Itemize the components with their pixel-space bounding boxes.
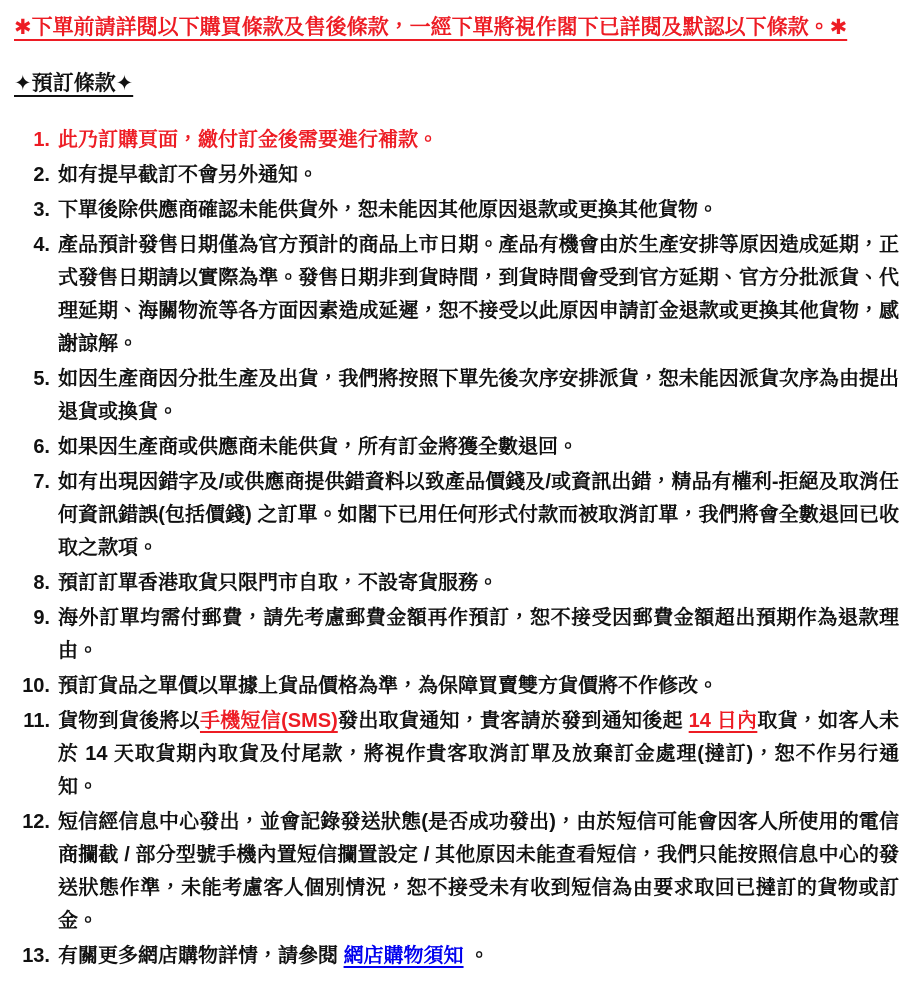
term-item <box>14 806 899 938</box>
term-number: 10. <box>22 674 50 697</box>
term-item <box>14 466 899 565</box>
term-text <box>58 466 899 565</box>
term-text <box>58 567 899 600</box>
term-text-segment: 如有提早截訂不會另外通知。 <box>58 163 318 186</box>
term-text-segment: 有關更多網店購物詳情，請參閱 <box>58 944 344 967</box>
term-item <box>14 431 899 464</box>
term-item <box>14 567 899 600</box>
term-text-segment: 產品預計發售日期僅為官方預計的商品上市日期。產品有機會由於生產安排等原因造成延期，正式發售日期請以實際為準。發售日期非到貨時間，到貨時間會受到官方延期、官方分批派貨、代理延期、海關物流等各方面因素造成延遲，恕不接受以此原因申請訂金退款或更換其他貨物，感謝諒解。 <box>58 233 899 355</box>
term-number: 9. <box>33 606 50 629</box>
term-text <box>58 806 899 938</box>
terms-list <box>14 124 899 973</box>
store-shopping-guide-link[interactable]: 網店購物須知 <box>343 944 464 967</box>
term-item <box>14 705 899 804</box>
term-highlight-text: 手機短信(SMS) <box>199 709 338 732</box>
term-item <box>14 194 899 227</box>
term-text-segment: 如有出現因錯字及/或供應商提供錯資料以致產品價錢及/或資訊出錯，精品有權利-拒絕及取消任何資訊錯誤(包括價錢) 之訂單。如閣下已用任何形式付款而被取消訂單，我們將會全數退回已收取之款項。 <box>58 470 899 559</box>
term-text <box>58 602 899 668</box>
term-number: 2. <box>33 163 50 186</box>
term-text-segment: 預訂訂單香港取貨只限門市自取，不設寄貨服務。 <box>58 571 498 594</box>
term-text-segment: 貨物到貨後將以 <box>58 709 200 732</box>
term-number: 4. <box>33 233 50 256</box>
term-text <box>58 159 899 192</box>
term-text-segment: 此乃訂購頁面，繳付訂金後需要進行補款。 <box>58 128 438 151</box>
term-text <box>58 670 899 703</box>
term-item <box>14 363 899 429</box>
pre-order-warning-text: ✱下單前請詳閱以下購買條款及售後條款，一經下單將視作閣下已詳閱及默認以下條款。✱ <box>14 16 848 39</box>
term-text <box>58 124 899 157</box>
term-text <box>58 705 899 804</box>
term-number: 1. <box>33 128 50 151</box>
term-item <box>14 159 899 192</box>
term-text <box>58 431 899 464</box>
term-item <box>14 940 899 973</box>
term-text-segment: 如因生產商因分批生產及出貨，我們將按照下單先後次序安排派貨，恕未能因派貨次序為由提出退貨或換貨。 <box>58 367 899 423</box>
term-text-segment: 短信經信息中心發出，並會記錄發送狀態(是否成功發出)，由於短信可能會因客人所使用的電信商攔截 / 部分型號手機內置短信攔置設定 / 其他原因未能查看短信，我們只能按照信息中心的發送狀態作準，未能考慮客人個別情況，恕不接受未有收到短信為由要求取回已撻訂的貨物或訂金。 <box>58 810 899 932</box>
section-title <box>14 69 133 98</box>
term-item <box>14 602 899 668</box>
term-number: 3. <box>33 198 50 221</box>
term-text-segment: 如果因生產商或供應商未能供貨，所有訂金將獲全數退回。 <box>58 435 578 458</box>
term-number: 11. <box>23 709 50 732</box>
term-text-segment: 預訂貨品之單價以單據上貨品價格為準，為保障買賣雙方貨價將不作修改。 <box>58 674 718 697</box>
term-number: 12. <box>22 810 50 833</box>
section-title-text: ✦預訂條款✦ <box>14 71 134 95</box>
term-item <box>14 124 899 157</box>
term-text <box>58 229 899 361</box>
pre-order-warning-banner <box>14 12 899 45</box>
term-highlight-text: 14 日內 <box>688 709 758 732</box>
term-text <box>58 363 899 429</box>
term-number: 6. <box>33 435 50 458</box>
term-text-segment: 下單後除供應商確認未能供貨外，恕未能因其他原因退款或更換其他貨物。 <box>58 198 718 221</box>
term-text-segment: 海外訂單均需付郵費，請先考慮郵費金額再作預訂，恕不接受因郵費金額超出預期作為退款理由。 <box>58 606 899 662</box>
term-text-segment: 取貨，如客人未於 14 天取貨期內取貨及付尾款，將視作貴客取消訂單及放棄訂金處理(撻訂)，恕不作另行通知。 <box>58 709 900 798</box>
term-text-segment: 。 <box>463 944 490 967</box>
term-number: 13. <box>22 944 50 967</box>
term-number: 8. <box>33 571 50 594</box>
term-number: 5. <box>33 367 50 390</box>
term-text <box>58 194 899 227</box>
term-item <box>14 229 899 361</box>
term-text-segment: 發出取貨通知，貴客請於發到通知後起 <box>337 709 689 732</box>
term-item <box>14 670 899 703</box>
term-text <box>58 940 899 973</box>
term-number: 7. <box>33 470 50 493</box>
